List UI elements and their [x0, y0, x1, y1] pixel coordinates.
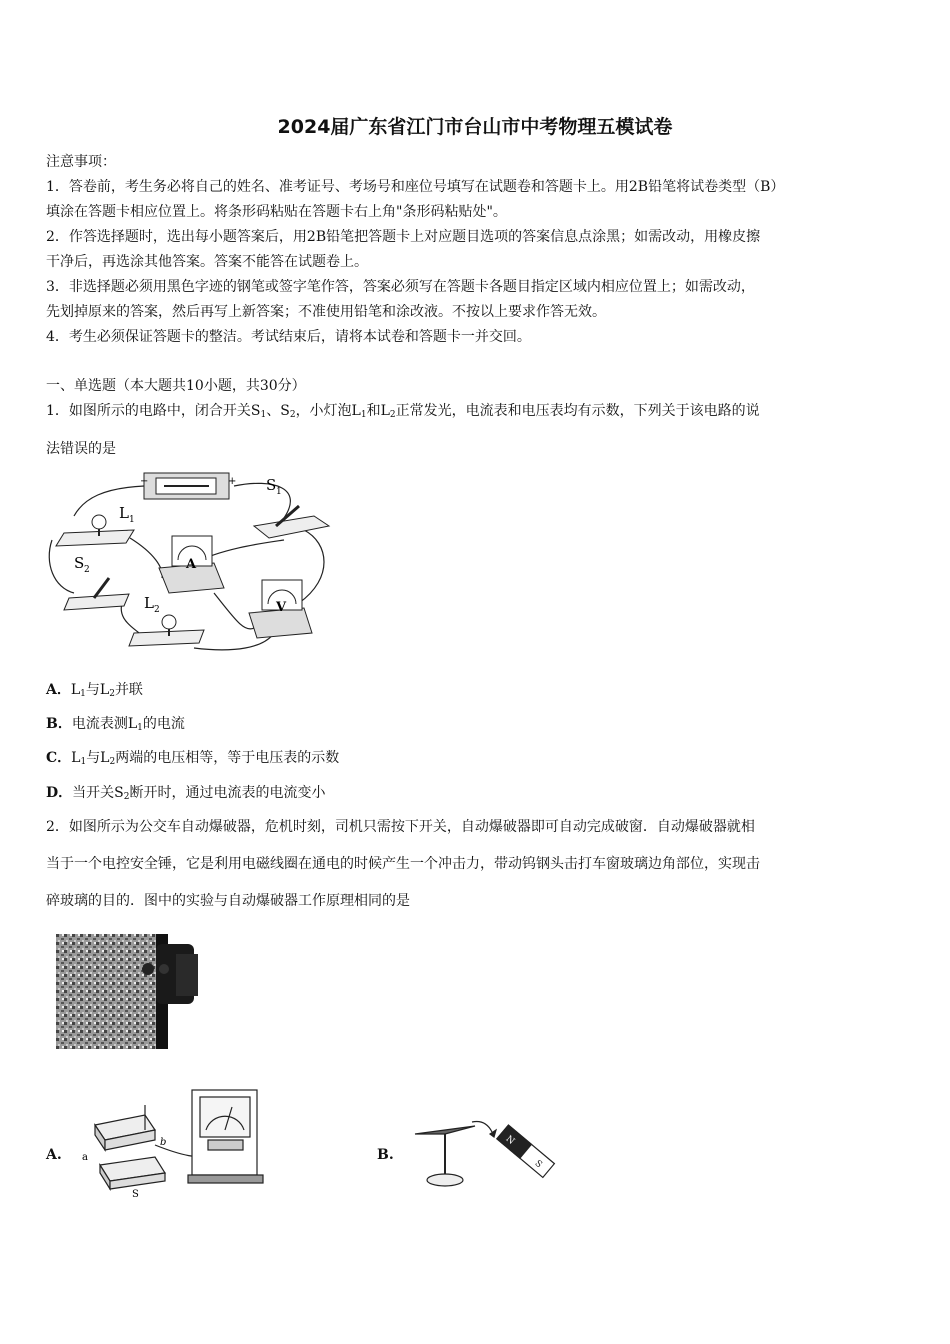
voltmeter-icon — [249, 580, 312, 638]
svg-text:−: − — [140, 476, 149, 487]
svg-text:2: 2 — [84, 565, 90, 575]
compass-needle-icon — [415, 1126, 475, 1186]
galvanometer-icon — [188, 1090, 263, 1183]
svg-text:a: a — [82, 1152, 88, 1163]
magnet-bottom-icon — [100, 1157, 165, 1189]
page-title: 2024届广东省江门市台山市中考物理五模试卷 — [277, 116, 673, 138]
wire — [74, 486, 144, 516]
q1-option-d: D．当开关$S_2$断开时，通过电流表的电流变小 — [46, 785, 326, 802]
notice-heading: 注意事项： — [46, 154, 116, 170]
q2-stem-line-1: 2．如图所示为公交车自动爆破器，危机时刻，司机只需按下开关，自动爆破器即可自动完成破窗．自动爆破器就相 — [46, 819, 755, 835]
q2-option-a-label: A. — [46, 1147, 62, 1163]
switch-s1-icon — [254, 476, 329, 538]
bar-magnet-icon — [497, 1125, 555, 1177]
svg-text:N: N — [503, 1134, 516, 1147]
q2-option-b-figure — [410, 1112, 560, 1192]
svg-text:1: 1 — [276, 487, 282, 497]
switch-s2-icon — [64, 554, 129, 610]
svg-text:S: S — [74, 554, 85, 572]
q1-stem-line-2: 法错误的是 — [46, 441, 116, 457]
q2-option-b-label: B. — [377, 1147, 394, 1163]
q2-option-a-figure — [80, 1085, 265, 1200]
notice-line-3: 2．作答选择题时，选出每小题答案后，用2B铅笔把答题卡上对应题目选项的答案信息点涂黑；如需改动，用橡皮擦 — [46, 229, 761, 245]
bulb-l2-icon — [129, 594, 204, 646]
svg-text:1: 1 — [129, 515, 135, 525]
bulb-l1-icon — [56, 504, 135, 546]
svg-text:V: V — [276, 600, 287, 615]
svg-text:b: b — [160, 1137, 167, 1148]
arrow-icon — [472, 1121, 492, 1132]
notice-line-4: 干净后，再选涂其他答案。答案不能答在试题卷上。 — [46, 254, 368, 270]
breaker-photo — [56, 934, 201, 1052]
q1-circuit-figure — [44, 468, 334, 653]
notice-line-7: 4．考生必须保证答题卡的整洁。考试结束后，请将本试卷和答题卡一并交回。 — [46, 329, 531, 345]
q1-option-b: B．电流表测$L_1$的电流 — [46, 716, 185, 733]
q1-option-c: C．$L_1$与$L_2$两端的电压相等，等于电压表的示数 — [46, 750, 340, 767]
notice-line-5: 3．非选择题必须用黑色字迹的钢笔或签字笔作答，答案必须写在答题卡各题目指定区域内相应位置上；如需改动， — [46, 279, 755, 295]
svg-text:L: L — [144, 594, 154, 612]
section-heading: 一、单选题（本大题共10小题，共30分） — [46, 378, 306, 394]
notice-line-2: 填涂在答题卡相应位置上。将条形码粘贴在答题卡右上角"条形码粘贴处"。 — [46, 204, 507, 220]
notice-line-6: 先划掉原来的答案，然后再写上新答案；不准使用铅笔和涂改液。不按以上要求作答无效。 — [46, 304, 606, 320]
svg-text:A: A — [186, 557, 197, 572]
svg-text:S: S — [266, 476, 277, 494]
notice-line-1: 1．答卷前，考生务必将自己的姓名、准考证号、考场号和座位号填写在试题卷和答题卡上。用2B铅笔将试卷类型（B） — [46, 179, 785, 195]
svg-text:S: S — [132, 1189, 139, 1200]
svg-text:L: L — [119, 504, 129, 522]
q2-stem-line-2: 当于一个电控安全锤，它是利用电磁线圈在通电的时候产生一个冲击力，带动钨钢头击打车窗玻璃边角部位，实现击 — [46, 856, 760, 872]
ammeter-icon — [159, 536, 224, 593]
q2-stem-line-3: 碎玻璃的目的．图中的实验与自动爆破器工作原理相同的是 — [46, 893, 410, 909]
magnet-top-icon — [95, 1115, 155, 1150]
q1-stem-line-1: 1．如图所示的电路中，闭合开关$S_1$、$S_2$，小灯泡$L_1$和$L_2$正常发光，电流表和电压表均有示数，下列关于该电路的说 — [46, 403, 760, 420]
svg-text:+: + — [228, 476, 237, 487]
battery-icon — [140, 473, 236, 499]
svg-text:2: 2 — [154, 605, 160, 615]
svg-text:S: S — [532, 1158, 544, 1171]
q1-option-a: A．$L_1$与$L_2$并联 — [46, 682, 143, 699]
